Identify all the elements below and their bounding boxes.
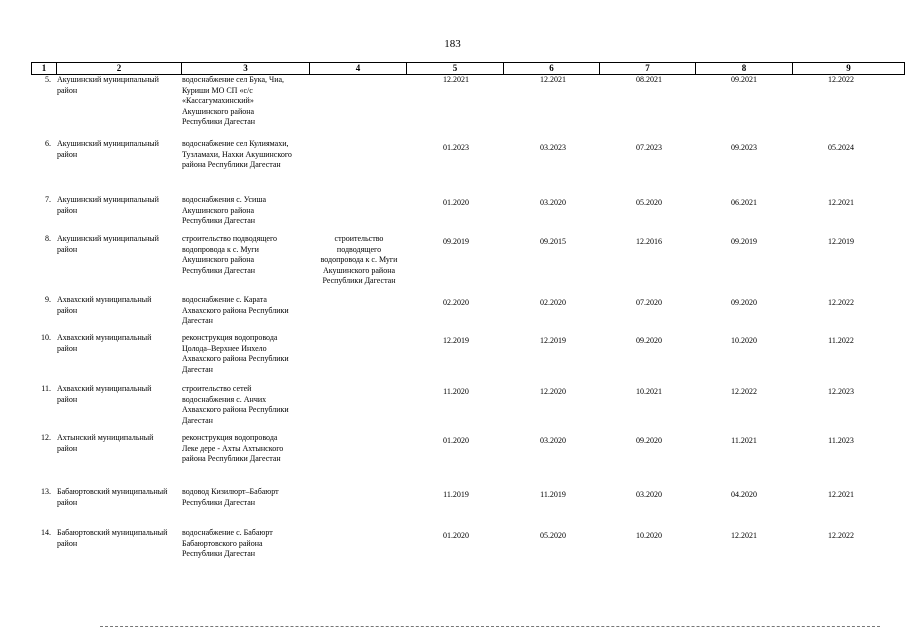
date-col-6: 02.2020 xyxy=(540,298,566,307)
district-name: Акушинский муниципальный район xyxy=(57,139,159,159)
row-number: 9. xyxy=(45,295,51,304)
date-col-7: 10.2021 xyxy=(636,387,662,396)
date-col-8: 09.2020 xyxy=(731,298,757,307)
district-name: Ахвахский муниципальный район xyxy=(57,295,152,315)
row-number: 13. xyxy=(41,487,51,496)
date-col-5: 09.2019 xyxy=(443,237,469,246)
date-col-5: 11.2020 xyxy=(443,387,469,396)
date-col-9: 12.2021 xyxy=(828,490,854,499)
row-number: 5. xyxy=(45,75,51,84)
date-col-9: 12.2023 xyxy=(828,387,854,396)
district-name: Ахтынский муниципальный район xyxy=(57,433,154,453)
date-col-8: 06.2021 xyxy=(731,198,757,207)
date-col-8: 10.2020 xyxy=(731,336,757,345)
row-number: 7. xyxy=(45,195,51,204)
district-name: Бабаюртовский муниципальный район xyxy=(57,487,168,507)
date-col-9: 12.2022 xyxy=(828,531,854,540)
table-body xyxy=(31,75,904,575)
date-col-7: 05.2020 xyxy=(636,198,662,207)
column-header-9: 9 xyxy=(793,63,905,75)
date-col-9: 12.2022 xyxy=(828,75,854,84)
date-col-9: 11.2023 xyxy=(828,436,854,445)
date-col-6: 12.2021 xyxy=(540,75,566,84)
date-col-8: 04.2020 xyxy=(731,490,757,499)
date-col-5: 01.2020 xyxy=(443,531,469,540)
date-col-9: 12.2022 xyxy=(828,298,854,307)
column-header-8: 8 xyxy=(696,63,793,75)
date-col-6: 12.2019 xyxy=(540,336,566,345)
district-name: Ахвахский муниципальный район xyxy=(57,333,152,353)
district-name: Акушинский муниципальный район xyxy=(57,234,159,254)
district-name: Акушинский муниципальный район xyxy=(57,75,159,95)
date-col-7: 03.2020 xyxy=(636,490,662,499)
date-col-6: 11.2019 xyxy=(540,490,566,499)
column-header-3: 3 xyxy=(182,63,310,75)
date-col-5: 01.2023 xyxy=(443,143,469,152)
date-col-6: 03.2023 xyxy=(540,143,566,152)
object-description: строительство сетей водоснабжения с. Анчих Ахвахского района Республики Дагестан xyxy=(182,384,289,425)
date-col-7: 07.2023 xyxy=(636,143,662,152)
date-col-5: 12.2019 xyxy=(443,336,469,345)
date-col-7: 12.2016 xyxy=(636,237,662,246)
date-col-6: 05.2020 xyxy=(540,531,566,540)
column-header-2: 2 xyxy=(57,63,182,75)
date-col-8: 12.2021 xyxy=(731,531,757,540)
row-number: 8. xyxy=(45,234,51,243)
object-description: реконструкция водопровода Леке дере - Ахты Ахтынского района Республики Дагестан xyxy=(182,433,284,463)
row-number: 11. xyxy=(41,384,51,393)
district-name: Акушинский муниципальный район xyxy=(57,195,159,215)
object-description: водоснабжение с. Карата Ахвахского района Республики Дагестан xyxy=(182,295,289,325)
date-col-8: 11.2021 xyxy=(731,436,757,445)
date-col-6: 09.2015 xyxy=(540,237,566,246)
object-description: реконструкция водопровода Цолода–Верхнее Инхело Ахвахского района Республики Дагестан xyxy=(182,333,289,374)
date-col-7: 09.2020 xyxy=(636,336,662,345)
date-col-8: 09.2023 xyxy=(731,143,757,152)
date-col-9: 11.2022 xyxy=(828,336,854,345)
column-header-4: 4 xyxy=(310,63,407,75)
date-col-8: 09.2021 xyxy=(731,75,757,84)
row-number: 14. xyxy=(41,528,51,537)
date-col-7: 08.2021 xyxy=(636,75,662,84)
scan-artifact-line xyxy=(100,626,880,628)
date-col-9: 05.2024 xyxy=(828,143,854,152)
date-col-7: 10.2020 xyxy=(636,531,662,540)
date-col-9: 12.2021 xyxy=(828,198,854,207)
object-description: строительство подводящего водопровода к с. Муги Акушинского района Республики Дагестан xyxy=(182,234,278,275)
date-col-5: 12.2021 xyxy=(443,75,469,84)
object-description: водоснабжение сел Бука, Чиа, Куриши МО СП «с/с «Кассагумахинский» Акушинского района Республики Дагестан xyxy=(182,75,285,126)
object-description: водоснабжение с. Бабаюрт Бабаюртовского района Республики Дагестан xyxy=(182,528,273,558)
row-number: 12. xyxy=(41,433,51,442)
date-col-5: 02.2020 xyxy=(443,298,469,307)
date-col-6: 03.2020 xyxy=(540,198,566,207)
date-col-5: 01.2020 xyxy=(443,436,469,445)
district-name: Ахвахский муниципальный район xyxy=(57,384,152,404)
date-col-8: 09.2019 xyxy=(731,237,757,246)
row-number: 10. xyxy=(41,333,51,342)
column-header-5: 5 xyxy=(407,63,504,75)
column-4-text: строительство подводящего водопровода к с. Муги Акушинского района Республики Дагестан xyxy=(320,234,398,285)
object-description: водоснабжение сел Кулиямахи, Тузламахи, Нахки Акушинского района Республики Дагестан xyxy=(182,139,292,169)
date-col-6: 03.2020 xyxy=(540,436,566,445)
column-header-6: 6 xyxy=(504,63,600,75)
date-col-6: 12.2020 xyxy=(540,387,566,396)
date-col-5: 11.2019 xyxy=(443,490,469,499)
date-col-8: 12.2022 xyxy=(731,387,757,396)
object-description: водоснабжения с. Усиша Акушинского района Республики Дагестан xyxy=(182,195,267,225)
date-col-7: 09.2020 xyxy=(636,436,662,445)
date-col-5: 01.2020 xyxy=(443,198,469,207)
column-header-7: 7 xyxy=(600,63,696,75)
date-col-7: 07.2020 xyxy=(636,298,662,307)
district-name: Бабаюртовский муниципальный район xyxy=(57,528,168,548)
column-header-1: 1 xyxy=(32,63,57,75)
object-description: водовод Кизилюрт–Бабаюрт Республики Дагестан xyxy=(182,487,279,507)
date-col-9: 12.2019 xyxy=(828,237,854,246)
column-header-row xyxy=(31,62,905,75)
row-number: 6. xyxy=(45,139,51,148)
page-number: 183 xyxy=(444,38,461,50)
